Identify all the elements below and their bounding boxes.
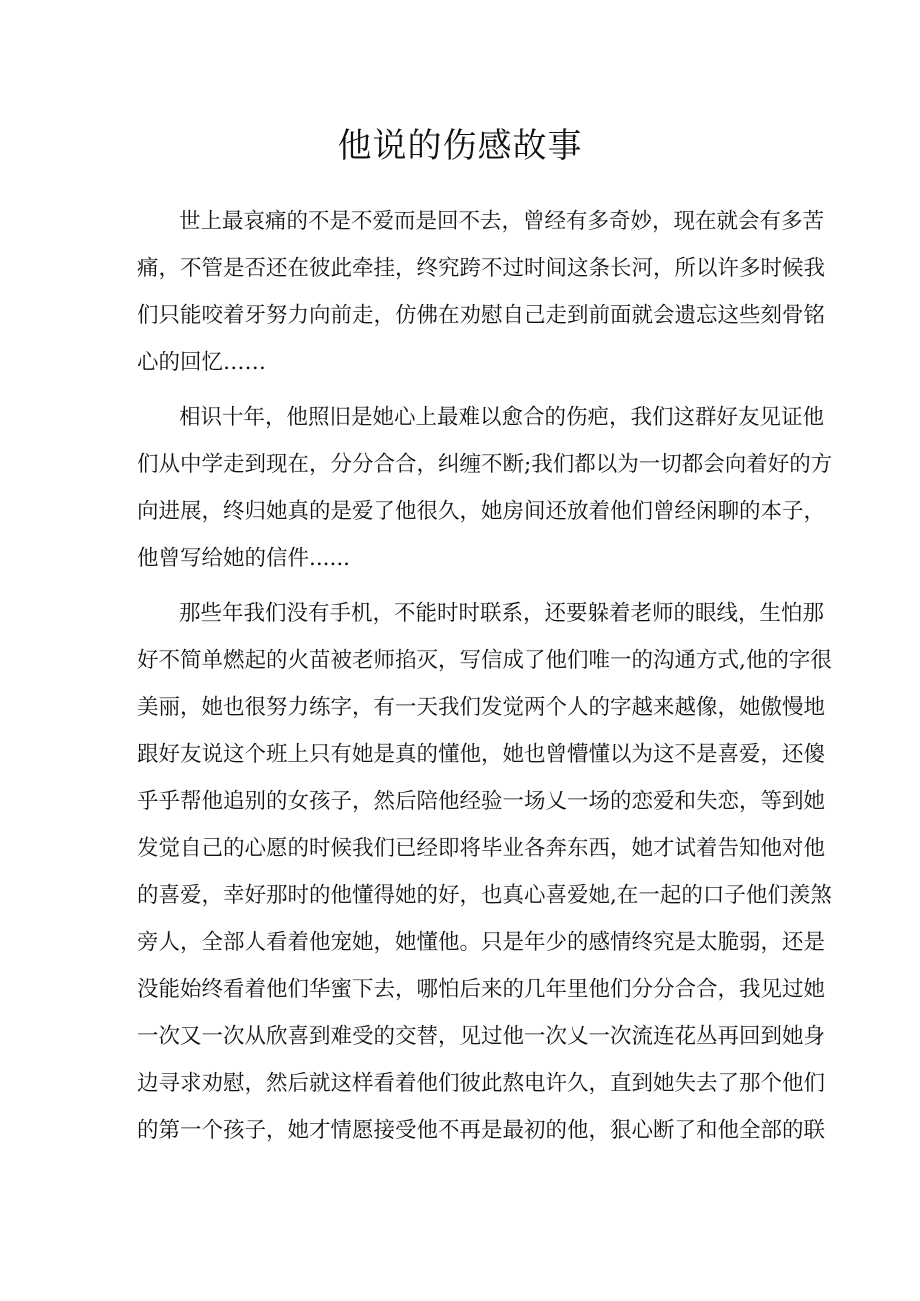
paragraph-1-line-1: 世上最哀痛的不是不爱而是回不去，曾经有多奇妙，现在就会有多苦: [179, 209, 825, 234]
paragraph-2-line-4: 他曾写给她的信件......: [137, 546, 351, 571]
paragraph-3-line-12: 的第一个孩子，她才情愿接受他不再是最初的他，狠心断了和他全部的联: [137, 1118, 826, 1143]
paragraph-3-line-1: 那些年我们没有手机，不能时时联系，还要躲着老师的眼线，生怕那: [179, 601, 825, 626]
paragraph-3-line-6: 发觉自己的心愿的时候我们已经即将毕业各奔东西，她才试着告知他对他: [137, 836, 826, 861]
paragraph-2-line-2: 们从中学走到现在，分分合合，纠缠不断;我们都以为一切都会向着好的方: [137, 452, 833, 477]
paragraph-3-line-3: 美丽，她也很努力练字，有一天我们发觉两个人的字越来越像，她傲慢地: [137, 695, 826, 720]
paragraph-2-line-1: 相识十年，他照旧是她心上最难以愈合的伤疤，我们这群好友见证他: [179, 405, 825, 430]
paragraph-3-line-9: 没能始终看着他们华蜜下去，哪怕后来的几年里他们分分合合，我见过她: [137, 977, 826, 1002]
paragraph-3-line-7: 的喜爱，幸好那时的他懂得她的好，也真心喜爱她,在一起的口子他们羡煞: [137, 883, 832, 908]
paragraph-3-line-10: 一次又一次从欣喜到难受的交替，见过他一次乂一次流连花丛再回到她身: [137, 1024, 826, 1049]
paragraph-3-line-11: 边寻求劝慰，然后就这样看着他们彼此熬电许久，直到她失去了那个他们: [137, 1071, 826, 1096]
paragraph-3-line-8: 旁人，全部人看着他宠她，她懂他。只是年少的感情终究是太脆弱，还是: [137, 930, 826, 955]
paragraph-3-line-5: 乎乎帮他追别的女孩子，然后陪他经验一场乂一场的恋爱和失恋，等到她: [137, 789, 826, 814]
paragraph-1-line-2: 痛，不管是否还在彼此牵挂，终究跨不过时间这条长河，所以许多时候我: [137, 256, 826, 281]
paragraph-1-line-4: 心的回忆……: [137, 350, 267, 375]
paragraph-1-line-3: 们只能咬着牙努力向前走，仿佛在劝慰自己走到前面就会遗忘这些刻骨铭: [137, 303, 826, 328]
paragraph-3-line-2: 好不简单燃起的火苗被老师掐灭，写信成了他们唯一的沟通方式,他的字很: [137, 648, 832, 673]
document-title: 他说的伤感故事: [337, 126, 583, 166]
paragraph-2-line-3: 向进展，终归她真的是爱了他很久，她房间还放着他们曾经闲聊的本子，: [137, 499, 826, 524]
paragraph-3-line-4: 跟好友说这个班上只有她是真的懂他，她也曾懵懂以为这不是喜爱，还傻: [137, 742, 826, 767]
